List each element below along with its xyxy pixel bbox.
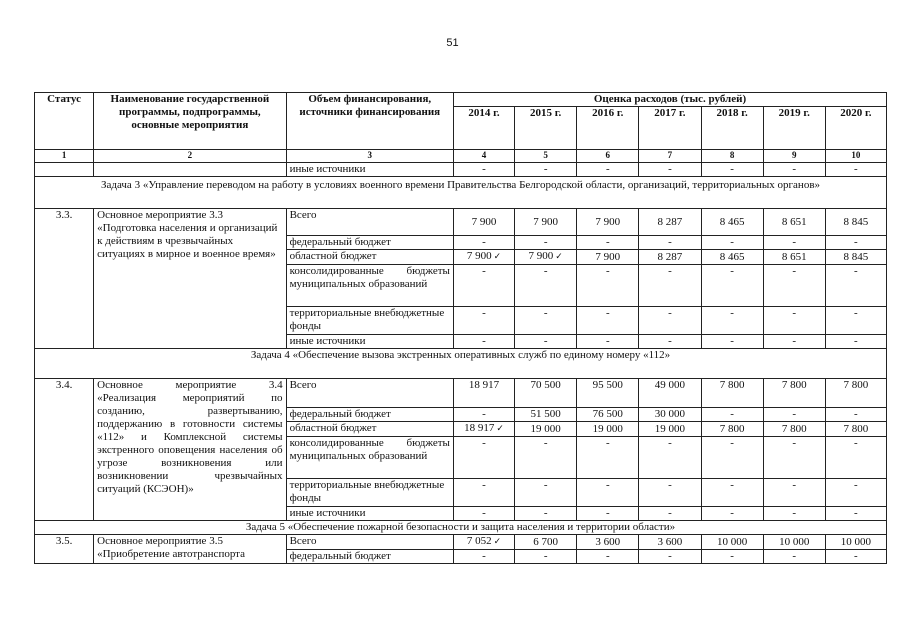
value-cell: -	[825, 335, 886, 349]
column-number: 9	[763, 150, 825, 163]
column-number: 8	[701, 150, 763, 163]
value-cell: -	[515, 307, 577, 335]
value-cell: 8 651	[763, 209, 825, 236]
status-cell: 3.3.	[35, 209, 94, 349]
column-number: 7	[639, 150, 701, 163]
value-cell: -	[763, 163, 825, 177]
check-mark-icon: ✓	[496, 424, 504, 434]
task-row	[35, 521, 887, 535]
source-label: федеральный бюджет	[286, 236, 453, 250]
value-cell: -	[701, 163, 763, 177]
column-number: 6	[577, 150, 639, 163]
value-cell: -	[577, 163, 639, 177]
value-cell: 7 800	[701, 379, 763, 408]
value-cell: -	[701, 265, 763, 307]
value-cell: 95 500	[577, 379, 639, 408]
source-label: федеральный бюджет	[286, 550, 453, 564]
check-mark-icon: ✓	[493, 537, 502, 547]
header-year: 2020 г.	[825, 107, 886, 150]
value-cell: -	[763, 507, 825, 521]
measure-name: Основное мероприятие 3.5 «Приобретение автотранспорта	[94, 535, 286, 564]
value-cell: -	[701, 479, 763, 507]
value-cell: -	[825, 236, 886, 250]
value-cell: 7 800	[825, 379, 886, 408]
value-cell: 7 800	[763, 422, 825, 437]
header-status: Статус	[35, 93, 94, 150]
value-cell: 7 900 ✓	[453, 250, 514, 265]
value-cell: -	[763, 265, 825, 307]
value-cell: -	[577, 307, 639, 335]
source-label: территориальные внебюджетные фонды	[286, 307, 453, 335]
task-title: Задача 4 «Обеспечение вызова экстренных оперативных служб по единому номеру «112»	[35, 349, 887, 379]
value-cell: -	[453, 437, 514, 479]
source-label: консолидированные бюджеты муниципальных образований	[286, 437, 453, 479]
source-label: федеральный бюджет	[286, 408, 453, 422]
value-cell: -	[763, 479, 825, 507]
header-year: 2015 г.	[515, 107, 577, 150]
value-cell: -	[701, 236, 763, 250]
value-cell: -	[577, 236, 639, 250]
value-cell: -	[825, 550, 886, 564]
value-cell: -	[577, 507, 639, 521]
value-cell: 19 000	[639, 422, 701, 437]
budget-table	[34, 92, 887, 564]
value-cell: -	[453, 550, 514, 564]
value-cell: 7 800	[763, 379, 825, 408]
value-cell: 7 900 ✓	[515, 250, 577, 265]
value-cell: -	[825, 307, 886, 335]
source-label: иные источники	[286, 335, 453, 349]
task-title: Задача 5 «Обеспечение пожарной безопасности и защита населения и территории области»	[35, 521, 887, 535]
value-cell: -	[639, 163, 701, 177]
value-cell: 18 917	[453, 379, 514, 408]
value-cell: 51 500	[515, 408, 577, 422]
value-cell: 10 000	[763, 535, 825, 550]
page-number: 51	[446, 37, 459, 49]
value-cell: -	[639, 550, 701, 564]
value-cell: -	[639, 335, 701, 349]
task-row	[35, 177, 887, 209]
value-cell: -	[825, 408, 886, 422]
value-cell: -	[639, 437, 701, 479]
column-number: 3	[286, 150, 453, 163]
table-row	[35, 535, 887, 550]
task-row	[35, 349, 887, 379]
header-year: 2018 г.	[701, 107, 763, 150]
value-cell: -	[515, 335, 577, 349]
source-label: областной бюджет	[286, 250, 453, 265]
header-name: Наименование государственной программы, подпрограммы, основные мероприятия	[94, 93, 286, 150]
value-cell: -	[701, 437, 763, 479]
header-year: 2017 г.	[639, 107, 701, 150]
value-cell: 7 800	[825, 422, 886, 437]
value-cell: 18 917 ✓	[453, 422, 514, 437]
value-cell: -	[453, 163, 514, 177]
value-cell: -	[825, 507, 886, 521]
table-row	[35, 209, 887, 236]
value-cell: -	[577, 265, 639, 307]
value-cell: 19 000	[577, 422, 639, 437]
value-cell: -	[453, 307, 514, 335]
header-year: 2016 г.	[577, 107, 639, 150]
value-cell: -	[515, 163, 577, 177]
column-number: 2	[94, 150, 286, 163]
value-cell: -	[763, 550, 825, 564]
value-cell: 8 651	[763, 250, 825, 265]
value-cell: -	[825, 265, 886, 307]
value-cell: -	[453, 236, 514, 250]
value-cell: -	[577, 437, 639, 479]
value-cell: -	[515, 507, 577, 521]
column-number: 1	[35, 150, 94, 163]
value-cell: 6 700	[515, 535, 577, 550]
value-cell: -	[453, 479, 514, 507]
source-label: иные источники	[286, 163, 453, 177]
header-estimate: Оценка расходов (тыс. рублей)	[453, 93, 886, 107]
source-label: Всего	[286, 535, 453, 550]
value-cell: -	[701, 507, 763, 521]
value-cell: 7 900	[577, 250, 639, 265]
header-year: 2019 г.	[763, 107, 825, 150]
value-cell: -	[701, 335, 763, 349]
header-funding: Объем финансирования, источники финансирования	[286, 93, 453, 150]
measure-name: Основное мероприятие 3.4 «Реализация мероприятий по созданию, развертыванию, поддержанию в готовности системы «112» и Комплексной системы экстренного оповещения населения об угрозе возникновения или возникновении чрезвычайных ситуаций (КСЭОН)»	[94, 379, 286, 521]
value-cell: -	[515, 479, 577, 507]
value-cell: 8 845	[825, 250, 886, 265]
value-cell: -	[453, 408, 514, 422]
value-cell: 7 052 ✓	[453, 535, 514, 550]
value-cell: 49 000	[639, 379, 701, 408]
value-cell: 7 900	[515, 209, 577, 236]
source-label: иные источники	[286, 507, 453, 521]
value-cell: 3 600	[639, 535, 701, 550]
measure-name: Основное мероприятие 3.3 «Подготовка населения и организаций к действиям в чрезвычайных ситуациях в мирное и военное время»	[94, 209, 286, 349]
value-cell: -	[639, 265, 701, 307]
value-cell: -	[515, 437, 577, 479]
value-cell: -	[825, 437, 886, 479]
value-cell: -	[577, 335, 639, 349]
source-label: областной бюджет	[286, 422, 453, 437]
value-cell: 8 465	[701, 209, 763, 236]
value-cell: -	[453, 507, 514, 521]
column-number-row	[35, 150, 887, 163]
source-label: консолидированные бюджеты муниципальных образований	[286, 265, 453, 307]
value-cell: 30 000	[639, 408, 701, 422]
value-cell: -	[701, 307, 763, 335]
header-year: 2014 г.	[453, 107, 514, 150]
value-cell: -	[763, 307, 825, 335]
value-cell: -	[701, 550, 763, 564]
value-cell: -	[763, 408, 825, 422]
value-cell: 76 500	[577, 408, 639, 422]
status-cell: 3.4.	[35, 379, 94, 521]
value-cell: -	[639, 507, 701, 521]
source-label: территориальные внебюджетные фонды	[286, 479, 453, 507]
value-cell: -	[577, 479, 639, 507]
value-cell: -	[763, 236, 825, 250]
value-cell: -	[825, 163, 886, 177]
value-cell: 8 287	[639, 250, 701, 265]
task-title: Задача 3 «Управление переводом на работу в условиях военного времени Правительства Белгородской области, организаций, территориальных органов»	[35, 177, 887, 209]
table-row	[35, 379, 887, 408]
value-cell: 3 600	[577, 535, 639, 550]
value-cell: -	[639, 236, 701, 250]
value-cell: -	[515, 236, 577, 250]
value-cell: -	[639, 307, 701, 335]
value-cell: 70 500	[515, 379, 577, 408]
value-cell: 8 287	[639, 209, 701, 236]
column-number: 10	[825, 150, 886, 163]
value-cell: -	[825, 479, 886, 507]
column-number: 5	[515, 150, 577, 163]
value-cell: 19 000	[515, 422, 577, 437]
value-cell: -	[701, 408, 763, 422]
table-row	[35, 163, 887, 177]
value-cell: -	[453, 335, 514, 349]
check-mark-icon: ✓	[493, 252, 502, 262]
value-cell: -	[453, 265, 514, 307]
value-cell: -	[515, 550, 577, 564]
value-cell: 10 000	[825, 535, 886, 550]
value-cell: 10 000	[701, 535, 763, 550]
value-cell: -	[763, 335, 825, 349]
column-number: 4	[453, 150, 514, 163]
check-mark-icon: ✓	[555, 252, 563, 262]
status-cell: 3.5.	[35, 535, 94, 564]
value-cell: -	[577, 550, 639, 564]
value-cell: 7 900	[577, 209, 639, 236]
value-cell: -	[515, 265, 577, 307]
value-cell: -	[639, 479, 701, 507]
source-label: Всего	[286, 209, 453, 236]
value-cell: 7 900	[453, 209, 514, 236]
value-cell: 8 845	[825, 209, 886, 236]
source-label: Всего	[286, 379, 453, 408]
value-cell: 8 465	[701, 250, 763, 265]
value-cell: -	[763, 437, 825, 479]
value-cell: 7 800	[701, 422, 763, 437]
